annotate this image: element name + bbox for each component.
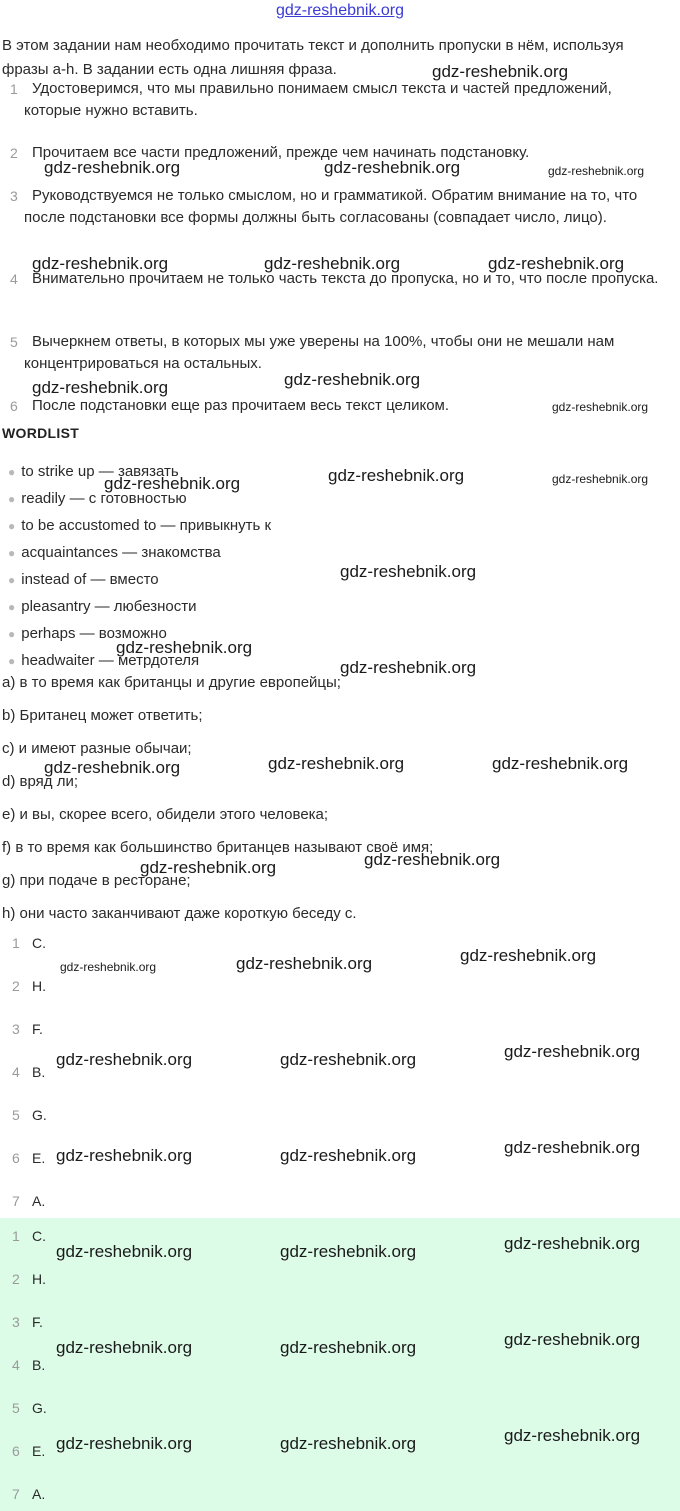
- answer-number: 7: [12, 1486, 20, 1502]
- watermark-text: gdz-reshebnik.org: [32, 254, 169, 273]
- watermark-text: gdz-reshebnik.org: [324, 158, 461, 177]
- answer-number: 4: [12, 1064, 20, 1080]
- option-item: a) в то время как британцы и другие европейцы;: [2, 674, 341, 691]
- step-number: 4: [10, 271, 18, 287]
- watermark-text: gdz-reshebnik.org: [44, 158, 181, 177]
- bullet-icon: ●: [8, 519, 16, 533]
- answer-letter: B.: [32, 1064, 46, 1080]
- watermark-text: gdz-reshebnik.org: [56, 1434, 193, 1453]
- step-text: Руководствуемся не только смыслом, но и грамматикой. Обратим внимание на то, что после подстановки все формы должны быть согласованы (совпадает число, лицо).: [24, 187, 638, 226]
- answer-number: 5: [12, 1107, 20, 1123]
- watermark-text: gdz-reshebnik.org: [56, 1146, 193, 1165]
- bullet-icon: ●: [8, 600, 16, 614]
- option-item: e) и вы, скорее всего, обидели этого человека;: [2, 806, 329, 823]
- watermark-text: gdz-reshebnik.org: [460, 946, 597, 965]
- wordlist-item-text: acquaintances — знакомства: [21, 544, 221, 561]
- step-text: Вычеркнем ответы, в которых мы уже уверены на 100%, чтобы они не мешали нам концентрироваться на остальных.: [24, 333, 615, 372]
- step-item: [0, 185, 672, 229]
- watermark-text: gdz-reshebnik.org: [492, 754, 629, 773]
- watermark-text: gdz-reshebnik.org: [504, 1426, 641, 1445]
- watermark-text: gdz-reshebnik.org: [504, 1138, 641, 1157]
- answer-number: 5: [12, 1400, 20, 1416]
- wordlist-item: [8, 543, 221, 563]
- answer-number: 6: [12, 1150, 20, 1166]
- watermark-text: gdz-reshebnik.org: [264, 254, 401, 273]
- wordlist-item-text: instead of — вместо: [21, 571, 159, 588]
- wordlist-item: [8, 597, 196, 617]
- bullet-icon: ●: [8, 465, 16, 479]
- answer-number: 2: [12, 978, 20, 994]
- watermark-text: gdz-reshebnik.org: [488, 254, 625, 273]
- site-link[interactable]: gdz-reshebnik.org: [275, 2, 405, 19]
- answer-letter: E.: [32, 1150, 46, 1166]
- wordlist-item-text: to strike up — завязать: [21, 463, 179, 480]
- answer-number: 1: [12, 935, 20, 951]
- step-number: 1: [10, 81, 18, 97]
- watermark-text: gdz-reshebnik.org: [340, 658, 477, 677]
- watermark-text: gdz-reshebnik.org: [504, 1330, 641, 1349]
- answer-number: 3: [12, 1314, 20, 1330]
- wordlist-item-text: headwaiter — метрдотеля: [21, 652, 200, 669]
- step-number: 3: [10, 188, 18, 204]
- wordlist-item-text: to be accustomed to — привыкнуть к: [21, 517, 272, 534]
- watermark-text: gdz-reshebnik.org: [280, 1434, 417, 1453]
- wordlist-item: [8, 570, 159, 590]
- answer-letter: G.: [32, 1400, 47, 1416]
- answer-letter: F.: [32, 1314, 43, 1330]
- wordlist-item-text: perhaps — возможно: [21, 625, 167, 642]
- bullet-icon: ●: [8, 627, 16, 641]
- bullet-icon: ●: [8, 573, 16, 587]
- watermark-text: gdz-reshebnik.org: [56, 1242, 193, 1261]
- watermark-text: gdz-reshebnik.org: [432, 62, 569, 81]
- answer-number: 7: [12, 1193, 20, 1209]
- option-item: g) при подаче в ресторане;: [2, 872, 191, 889]
- answer-number: 6: [12, 1443, 20, 1459]
- option-item: d) вряд ли;: [2, 773, 78, 790]
- watermark-text: gdz-reshebnik.org: [504, 1234, 641, 1253]
- answer-letter: E.: [32, 1443, 46, 1459]
- answer-number: 1: [12, 1228, 20, 1244]
- watermark-text: gdz-reshebnik.org: [116, 638, 253, 657]
- answer-letter: G.: [32, 1107, 47, 1123]
- watermark-text: gdz-reshebnik.org: [60, 960, 157, 974]
- step-number: 5: [10, 334, 18, 350]
- answer-letter: C.: [32, 935, 46, 951]
- watermark-text: gdz-reshebnik.org: [32, 378, 169, 397]
- watermark-text: gdz-reshebnik.org: [280, 1146, 417, 1165]
- step-item: [0, 78, 672, 122]
- wordlist-item-text: pleasantry — любезности: [21, 598, 197, 615]
- answer-number: 4: [12, 1357, 20, 1373]
- option-item: f) в то время как большинство британцев называют своё имя;: [2, 839, 434, 856]
- watermark-text: gdz-reshebnik.org: [340, 562, 477, 581]
- watermark-text: gdz-reshebnik.org: [56, 1050, 193, 1069]
- watermark-text: gdz-reshebnik.org: [44, 758, 181, 777]
- wordlist-item-text: readily — с готовностью: [21, 490, 187, 507]
- step-text: После подстановки еще раз прочитаем весь текст целиком.: [32, 397, 450, 414]
- watermark-text: gdz-reshebnik.org: [104, 474, 241, 493]
- step-number: 2: [10, 145, 18, 161]
- bullet-icon: ●: [8, 654, 16, 668]
- watermark-text: gdz-reshebnik.org: [236, 954, 373, 973]
- answer-letter: C.: [32, 1228, 46, 1244]
- option-item: h) они часто заканчивают даже короткую беседу с.: [2, 905, 357, 922]
- watermark-text: gdz-reshebnik.org: [280, 1050, 417, 1069]
- watermark-text: gdz-reshebnik.org: [140, 858, 277, 877]
- watermark-text: gdz-reshebnik.org: [56, 1338, 193, 1357]
- step-text: Прочитаем все части предложений, прежде чем начинать подстановку.: [32, 144, 530, 161]
- watermark-text: gdz-reshebnik.org: [548, 164, 645, 178]
- watermark-text: gdz-reshebnik.org: [280, 1338, 417, 1357]
- wordlist-item: [8, 516, 271, 536]
- watermark-text: gdz-reshebnik.org: [284, 370, 421, 389]
- watermark-text: gdz-reshebnik.org: [328, 466, 465, 485]
- answer-number: 2: [12, 1271, 20, 1287]
- answer-letter: B.: [32, 1357, 46, 1373]
- intro-text: В этом задании нам необходимо прочитать текст и дополнить пропуски в нём, используя фразы a-h. В задании есть одна лишняя фраза.: [2, 37, 624, 78]
- wordlist-title: WORDLIST: [2, 425, 80, 441]
- answer-letter: F.: [32, 1021, 43, 1037]
- watermark-text: gdz-reshebnik.org: [364, 850, 501, 869]
- watermark-text: gdz-reshebnik.org: [552, 472, 649, 486]
- answer-number: 3: [12, 1021, 20, 1037]
- bullet-icon: ●: [8, 492, 16, 506]
- step-text: Внимательно прочитаем не только часть текста до пропуска, но и то, что после пропуска.: [32, 270, 659, 287]
- option-item: c) и имеют разные обычаи;: [2, 740, 192, 757]
- step-number: 6: [10, 398, 18, 414]
- answer-letter: A.: [32, 1486, 46, 1502]
- answer-letter: H.: [32, 1271, 46, 1287]
- step-text: Удостоверимся, что мы правильно понимаем смысл текста и частей предложений, которые нужно вставить.: [24, 80, 612, 119]
- watermark-text: gdz-reshebnik.org: [504, 1042, 641, 1061]
- watermark-text: gdz-reshebnik.org: [280, 1242, 417, 1261]
- bullet-icon: ●: [8, 546, 16, 560]
- answer-letter: A.: [32, 1193, 46, 1209]
- option-item: b) Британец может ответить;: [2, 707, 203, 724]
- step-item: [0, 331, 672, 375]
- watermark-text: gdz-reshebnik.org: [552, 400, 649, 414]
- watermark-text: gdz-reshebnik.org: [268, 754, 405, 773]
- answer-letter: H.: [32, 978, 46, 994]
